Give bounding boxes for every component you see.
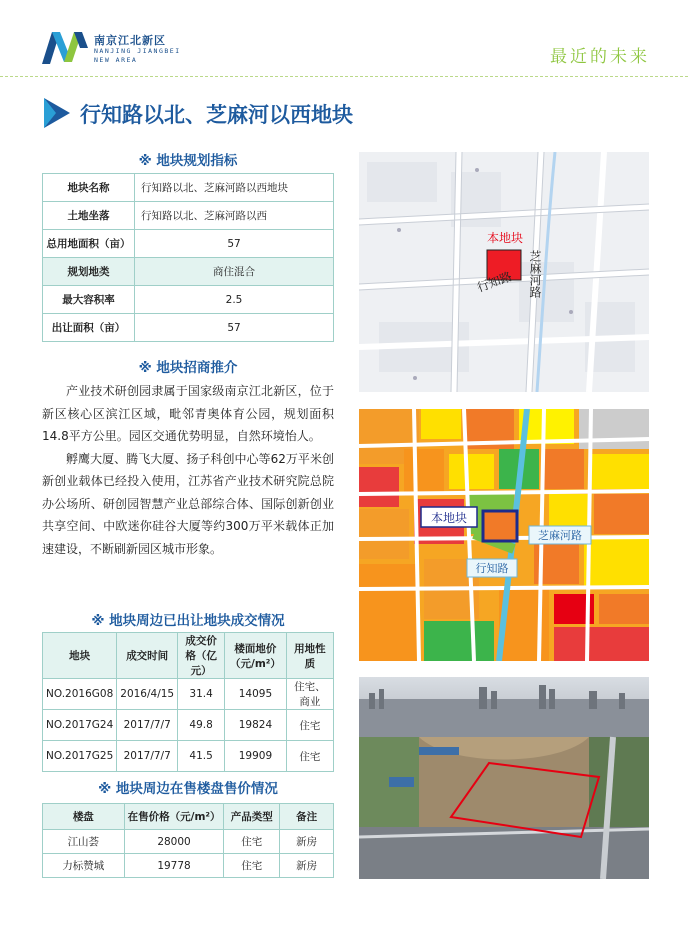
- table-row: [43, 314, 334, 342]
- table-header-row: [43, 633, 334, 679]
- table-row: [43, 710, 334, 741]
- slogan: 最近的未来: [550, 47, 650, 67]
- column-header: 备注: [280, 804, 334, 830]
- table-row: [43, 741, 334, 772]
- planning-key: 地块名称: [43, 174, 135, 202]
- planning-key: 最大容积率: [43, 286, 135, 314]
- intro-paragraph: 孵鹰大厦、腾飞大厦、扬子科创中心等62万平米创新创业载体已经投入使用，江苏省产业技术研究院总院办公场所、研创园智慧产业总部综合体、国际创新创业共享空间、中欧迷你硅谷大厦等约300万平米载体正加速建设，不断刷新园区城市形象。: [42, 451, 334, 556]
- planning-key: 出让面积（亩）: [43, 314, 135, 342]
- table-cell: 19824: [225, 710, 287, 741]
- table-header-row: [43, 804, 334, 830]
- table-row: [43, 202, 334, 230]
- aerial-photo: [359, 677, 649, 879]
- table-row: [43, 230, 334, 258]
- sales-table: [42, 803, 334, 878]
- road-label-north-south: 芝麻河路: [528, 250, 542, 298]
- location-map: [359, 152, 649, 392]
- planning-value: 行知路以北、芝麻河路以西: [135, 202, 334, 230]
- location-map-svg: [359, 152, 649, 392]
- table-cell: 力标赞城: [43, 854, 125, 878]
- table-cell: NO.2016G08: [43, 679, 117, 710]
- table-cell: 19778: [124, 854, 224, 878]
- planning-value: 行知路以北、芝麻河路以西地块: [135, 174, 334, 202]
- table-row: [43, 854, 334, 878]
- table-row: [43, 258, 334, 286]
- table-cell: NO.2017G25: [43, 741, 117, 772]
- table-cell: 住宅、商业: [286, 679, 333, 710]
- column-header: 楼面地价（元/m²）: [225, 633, 287, 679]
- planning-key: 土地坐落: [43, 202, 135, 230]
- table-row: [43, 174, 334, 202]
- planning-value: 57: [135, 314, 334, 342]
- plot-label: 本地块: [487, 231, 524, 245]
- road-label-north-south: 芝麻河路: [538, 529, 582, 542]
- table-cell: 住宅: [286, 710, 333, 741]
- table-cell: 住宅: [224, 830, 280, 854]
- column-header: 楼盘: [43, 804, 125, 830]
- plot-marker: [483, 511, 517, 541]
- column-header: 用地性质: [286, 633, 333, 679]
- table-cell: 19909: [225, 741, 287, 772]
- table-row: [43, 830, 334, 854]
- logo-english-line1: NANJING JIANGBEI: [94, 47, 181, 55]
- page-header: [0, 0, 688, 80]
- header-divider: [0, 76, 688, 77]
- table-cell: 2016/4/15: [117, 679, 178, 710]
- sales-section-title: ※ 地块周边在售楼盘售价情况: [98, 781, 278, 797]
- planning-table: [42, 173, 334, 342]
- table-cell: 江山荟: [43, 830, 125, 854]
- zoning-map-svg: [359, 409, 649, 661]
- intro-paragraph: 产业技术研创园隶属于国家级南京江北新区，位于新区核心区滨江区域，毗邻青奥体育公园，规划面积14.8平方公里。园区交通优势明显，自然环境怡人。: [42, 384, 334, 443]
- column-header: 成交价格（亿元）: [178, 633, 225, 679]
- column-header: 产品类型: [224, 804, 280, 830]
- table-cell: 2017/7/7: [117, 710, 178, 741]
- table-cell: 41.5: [178, 741, 225, 772]
- zoning-map: [359, 409, 649, 661]
- table-row: [43, 679, 334, 710]
- table-cell: 28000: [124, 830, 224, 854]
- table-cell: 新房: [280, 854, 334, 878]
- column-header: 在售价格（元/m²）: [124, 804, 224, 830]
- transactions-table: [42, 632, 334, 772]
- planning-value: 2.5: [135, 286, 334, 314]
- road-label-east-west: 行知路: [475, 269, 514, 295]
- planning-section-title: ※ 地块规划指标: [138, 153, 238, 169]
- intro-text: [42, 380, 334, 560]
- title-arrow-icon: [42, 96, 72, 130]
- table-cell: 新房: [280, 830, 334, 854]
- table-cell: 31.4: [178, 679, 225, 710]
- table-cell: 住宅: [224, 854, 280, 878]
- planning-value: 商住混合: [135, 258, 334, 286]
- logo-mark-icon: [42, 28, 90, 66]
- table-cell: 住宅: [286, 741, 333, 772]
- transactions-section-title: ※ 地块周边已出让地块成交情况: [91, 613, 285, 629]
- planning-key: 总用地面积（亩）: [43, 230, 135, 258]
- page-title: 行知路以北、芝麻河以西地块: [80, 103, 353, 127]
- table-row: [43, 286, 334, 314]
- road-label-east-west: 行知路: [475, 562, 509, 575]
- table-cell: 49.8: [178, 710, 225, 741]
- table-cell: NO.2017G24: [43, 710, 117, 741]
- jiangbei-logo: [42, 28, 182, 68]
- table-cell: 14095: [225, 679, 287, 710]
- plot-label: 本地块: [430, 511, 468, 525]
- planning-value: 57: [135, 230, 334, 258]
- table-cell: 2017/7/7: [117, 741, 178, 772]
- logo-chinese-name: 南京江北新区: [94, 34, 166, 47]
- logo-english-line2: NEW AREA: [94, 56, 138, 64]
- intro-section-title: ※ 地块招商推介: [138, 360, 238, 376]
- column-header: 地块: [43, 633, 117, 679]
- planning-key: 规划地类: [43, 258, 135, 286]
- aerial-photo-svg: [359, 677, 649, 879]
- column-header: 成交时间: [117, 633, 178, 679]
